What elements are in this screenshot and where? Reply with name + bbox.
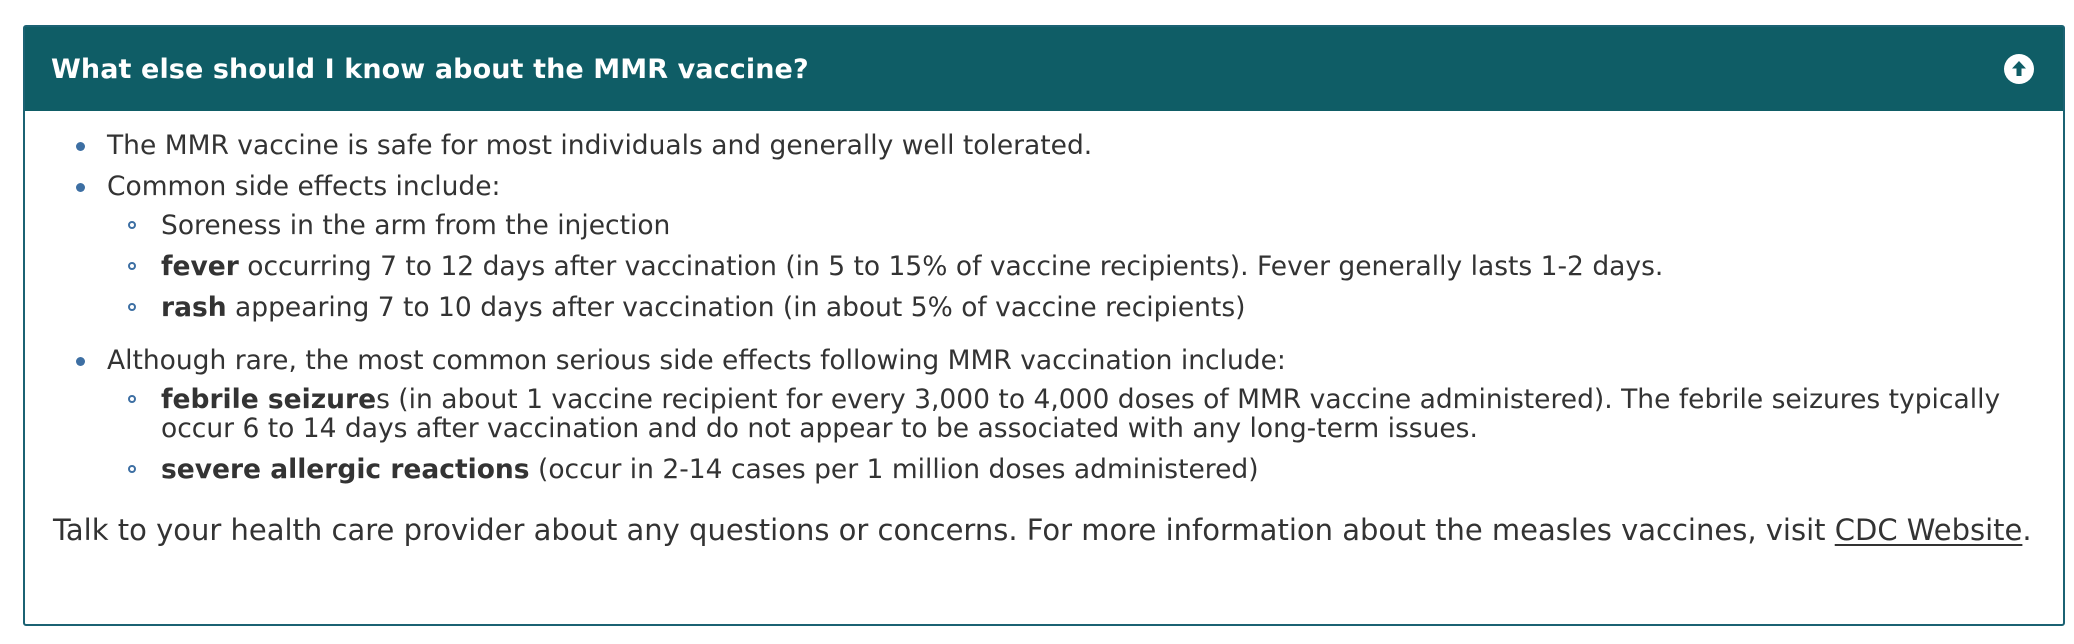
- common-effects-list: [107, 211, 2035, 322]
- circle-arrow-up-icon[interactable]: [2003, 53, 2035, 85]
- sublist-item-text: (occur in 2-14 cases per 1 million doses administered): [529, 454, 1259, 485]
- list-item: [107, 340, 2035, 484]
- sublist-item-bold: rash: [161, 292, 227, 323]
- accordion-header[interactable]: [25, 27, 2063, 111]
- sublist-item: [161, 385, 2035, 443]
- footer-trailing: .: [2022, 513, 2032, 547]
- accordion-body: [25, 111, 2063, 550]
- sublist-item: [161, 293, 2035, 322]
- sublist-item-text: s (in about 1 vaccine recipient for every 3,000 to 4,000 doses of MMR vaccine administered). The febrile seizures typically occur 6 to 14 days after vaccination and do not appear to be associated with any long-term issues.: [161, 384, 2001, 444]
- sublist-item: [161, 252, 2035, 281]
- accordion-title: What else should I know about the MMR vaccine?: [51, 53, 809, 85]
- sublist-item-bold: fever: [161, 251, 239, 282]
- footer-text: Talk to your health care provider about any questions or concerns. For more information about the measles vaccines, visit: [53, 513, 1835, 547]
- sublist-item-bold: febrile seizure: [161, 384, 377, 415]
- sublist-item-text: Soreness in the arm from the injection: [161, 210, 671, 241]
- sublist-item: [161, 211, 2035, 240]
- side-effects-list: [53, 125, 2035, 484]
- list-item-text: Common side effects include:: [107, 171, 501, 202]
- sublist-item-bold: severe allergic reactions: [161, 454, 530, 485]
- cdc-website-link[interactable]: CDC Website: [1834, 513, 2023, 547]
- list-item-text: The MMR vaccine is safe for most individuals and generally well tolerated.: [107, 130, 1093, 161]
- sublist-item-text: appearing 7 to 10 days after vaccination (in about 5% of vaccine recipients): [226, 292, 1246, 323]
- list-item-text: Although rare, the most common serious side effects following MMR vaccination include:: [107, 345, 1286, 376]
- footer-note: [53, 510, 2035, 550]
- list-item: [107, 166, 2035, 322]
- sublist-item-text: occurring 7 to 12 days after vaccination (in 5 to 15% of vaccine recipients). Fever generally lasts 1-2 days.: [238, 251, 1664, 282]
- list-item: [107, 125, 2035, 166]
- accordion-panel: [23, 25, 2065, 626]
- serious-effects-list: [107, 385, 2035, 484]
- sublist-item: [161, 455, 2035, 484]
